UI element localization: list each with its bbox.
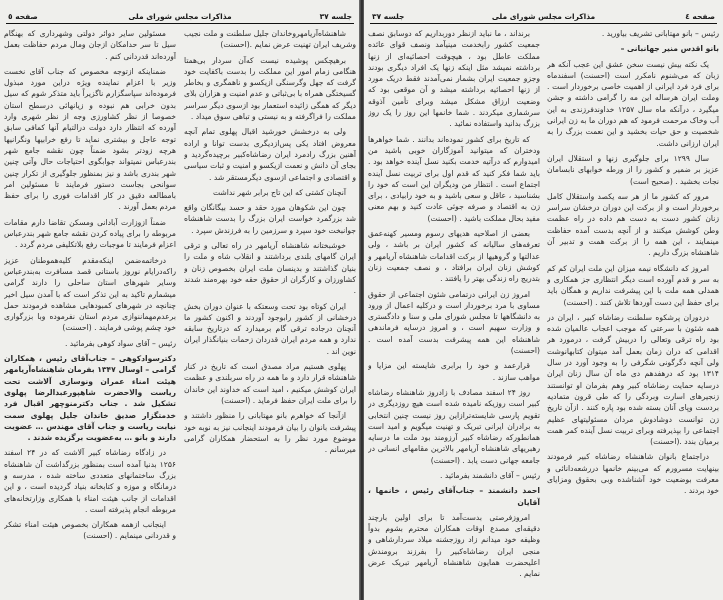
paragraph: ایران کوتاه بود تحت وسعتکه با عنوان دوران بخش درخشانی از کشور رابوجود آوردند و اکنون کشور ما آنچنان درجاده ترقی گام برمیدارد که درتاریخ سابقه ندارد و همه مردم ایران قدردان زحمات بنیانگذار ایران نوین اند .	[184, 301, 356, 356]
paragraph: چون این شکوهان مورد حقد و حسد بیگانگان واقع شد بزرگمرد خواست ایران بزرگ را بدست شاهنشاه جوانبخت خود سپرد و سرزمین را به فرزندش سپرد .	[184, 203, 356, 235]
paragraph: دردوران پرشکوه سلطنت رضاشاه کبیر ، ایران در همه شئون با سرعتی که موجب اعجاب عالمیان شده بود راه ترقی وتعالی را دربیش گرفت ، درمورد هر اقدامی که دران زمان بعمل آمد میتوان کتابهانوشت ولی آنچه دگرگونی شگرفی را به وجود آورد در سال ۱۳۱۴ بود که درهفدهم دی ماه آن سال زنان ایران درسایه حمایت رضاشاه کبیر وهم بفرمان او توانستند زنجیرهای اسارت وبردگی را که طی قرون متمادیه بردست وپای آنان بسته شده بود پاره کنند . ازآن تاریخ زن توانست دوشادوش مردان مسئولیتهای عظیم اجتماعی را بپذیرفته وبرای تربیت نسل آینده کمر همت برمیان بندد .(احسنت)	[547, 312, 719, 447]
paragraph: در زادگاه رضاشاه کبیر آلاشت که در ۲۴ اسفند ۱۲۵۶ بدنیا آمده است بمنظور بزرگداشت آن شاهنشاه بزرگ ساختمانهای متعددی ساخته شده ، مدرسه و درمانگاه و موزه و کتابخانه بنیاد گردیده است ، و این اقدامات از جانب هیئت امناء با همکاری وزارتخانه‌های مربوطه انجام پذیرفته است .	[4, 448, 176, 514]
paragraph: امروز زن ایرانی درتمامی شئون اجتماعی از حقوق مساوی با مرد برخوردار است و درکلیه اعمال از ورود به دانشگاهها تا مجلس شورای ملی و سنا و دادگستری و وزارت سهیم است ، و امروز درسایه فرماندهی شاهنشاه این همه پیشرفت بدست آمده است . (احسنت)	[368, 289, 540, 356]
running-title: مذاکرات مجلس شورای ملی	[491, 12, 596, 21]
paragraph: پهلوی هستیم مراد مصدق است که تاریخ در کنار شاهنشاه قرار دارد و ما همه در راه سربلندی و عظمت ایران کوشش میکنیم ، امید است که خداوند این خاندان را برای ملت ایران حفظ فرماید . (احسنت)	[184, 362, 356, 405]
speaker-line: رئیس – آقای دانشمند بفرمائید .	[440, 470, 540, 480]
paragraph: امروزفرصتی بدست‌آمد تا برای اولین بارچند دقیقه‌ای مصدع اوقات همکاران محترم بشوم بدواً وظیفه خود میدانم زاد روزجشنه میلاد سردارشاهی و منجی ایران رضاشاه‌کبیر را بفرزند برومندش اعلیحضرت همایون شاهنشاه آریامهر تبریک عرض نمایم .	[368, 512, 540, 579]
paragraph: برهیچکس پوشیده نیست که‌آن سردار بی‌همتا هنگامی زمام امور این مملکت را بدست باکفایت خود گرفت که جهل وگرسنگی ازیکسو و ناهمگری و بخاطر گسیختگی همراه با بی‌ثباتی و عدم امنیت و هزاران بلای دیگر که همگی زائیده استعمار بود ازسوی دیگر سراسر مملکت را فراگرفته و به نیستی و تباهی سوق میداد .	[184, 55, 356, 122]
paragraph: بعضی از اصلاحیه هدیهای رسوم ومسیر کهنه‌عمق تعرفه‌های سالیانه که کشور ایران بر باشد ، ولی عدالتها و گروهیها از برکت اقدامات شاهنشاه آریامهر و کوشش زنان ایران برافتاد ، و نصف جمعیت زنان بتدریج راه زندگی بهتر را یافتند .	[368, 229, 540, 284]
paragraph: ضمناً ازوزارت آبادانی ومسکن تقاضا دارم مقامات مربوطه را برای پیاده کردن نقشه جامع شهر بندرعباس اعزام فرمایند تا موجبات رفع بلاتکلیفی مردم گردد .	[4, 217, 176, 250]
paragraph: یک نکته بیش نیست سخن عشق این عجب آنکه هر زبان که می‌شنوم نامکرر است (احسنت) اسفندماه برای فرد فرد ایرانی از اهمیت خاصی برخوردار است . وملت ایران هرساله این مه را گرامی داشته و جشن میگیرد ، درآنکه ماه سال ۱۲۵۷ خداوندفرزندی به این آب وخاک مرحمت فرمود که هم دوران ما به زن ایرانی شخصیت و حق حیات بخشید و این نعمت بزرگ را به ایران ارزانی داشت.	[547, 59, 719, 148]
paragraph: خوشبختانه شاهنشاه آریامهر در راه تعالی و ترقی ایران گامهای بلندی برداشتند و انقلاب شاه و ملت را بنیان گذاشتند و بدینسان ملت ایران بخصوص زنان و کشاورزان و کارگران از حقوق حقه خود بهره‌مند شدند .	[184, 241, 356, 296]
session-number: جلسه ۳۷	[372, 12, 405, 21]
paragraph: که تاریخ برای کشور نموده‌اند بدانند . شما خواهرها ودختران که میتوانید آموزگاران خوبی باشید من امیدوارم که درآتیه خدمت بکنید نسل آینده خواهد بود . باید شما فکر کنید که قدم اول برای تربیت نسل آینده اجتماع است . انتظار من ودیگران این است که خود را بشناسید ، عاقل و سعی باشید و به خود رابیادی ، برای زن به اقتصاد و صرفه جوئی عادت کنید و بهم معنی مفید بحال مملکت باشید . (احسنت)	[368, 134, 540, 223]
paragraph: ازآنجا که خواهرم بانو مهتابانی را منظور داشتند و پیشرفت بانوان را بیان فرمودند اینجانب نیز به نوبه خود موضوع مورد نظر را به استحضار همکاران گرامی میرسانم .	[184, 411, 356, 455]
paragraph: شاهنشاه‌آریامهروخاندان جلیل سلطنت و ملت نجیب وشریف ایران تهنیت عرض نمایم .(احسنت)	[184, 29, 356, 50]
paragraph: درخاتمه‌ضمن اینکه‌مقدم کلیه‌هموطنان عزیز راکه‌درایام نوروز باستانی قصد مسافرت به‌بندرعباس وسایر شهرهای استان ساحلی را دارند گرامی میشمارم تاکید به این تذکر است که با آمدن سیل اخیر چنانچه در شهرهای کمبودهایی مشاهده فرمودند حمل برعدم‌مهماننوازی مردم استان نفرموده وبا بزرگواری خود چشم پوشی فرمایند . (احسنت)	[4, 255, 176, 333]
paragraph: ولی به درخشش خورشید اقبال پهلوی تمام آنچه معروض افتاد یکی پس‌ازدیگری بدست توانا و اراده آهنین بزرگ رادمرد ایران رضاشاه‌کبیر برچیده‌گردید و بجای آن دانش و نعمت ازیکسو و امنیت و ثبات سیاسی و اقتصادی و اجتماعی ازسوی دیگرمستقر شد .	[184, 127, 356, 182]
speaker-line: رئیس – بانو مهتابانی تشریف بیاورید .	[601, 29, 719, 38]
paragraph: برنداند ، ما نباید ازنظر دوربداریم که دوسابق نصف جمعیت کشور رابخدمت مینیآمد ونصف قوای عائده مملکت عاطل بود ، هیچوقت احصائیه‌ای از زنها برداشته نمیشد مثل اینکه زنها یک افراد دیگری بودند وجزو جمعیت ایران بشمار نمی‌آمدند فقط دریک مورد از زنها احصائیه برداشته میشد و آن موقعی بود که وضعیت ارزاق مشکل میشد وبرای تأمین آذوقه سرشماری میکردند . شما خانمها این روز را یک روز بزرگ بدانید واستفاده نمائید .	[368, 29, 540, 129]
paragraph: اینجانب ازهمه همکاران بخصوص هیئت امناء تشکر و قدردانی مینمایم . (احسنت)	[4, 520, 176, 541]
right-page-header	[370, 12, 717, 24]
page-number: صفحه ٥	[8, 12, 38, 21]
paragraph: ضمناینکه ازتوجه مخصوص که جناب آقای نخست وزیر با اعزام نماینده ویژه دراین مورد مبذول فرموده‌اند سپاسگزارم ناگزیراً باید متذکر شوم که سیل بدون خرابی هم نبوده و زیانهائی درسطح استان خصوصا از نظر کشاورزی وجه از نظر شهری وارد آورده که انتظار دارد دولت درالتیام آنها کمافی سابق توجه عاجل و بیشتری نماید تا رفع خرابیها ونگرانیها هرچه زودتر بشود ضمناً چون نقشه جامع شهر بندرعباس نمیتواند جوابگوی احتیاجات حال وآتی چنین شهر بندری باشد و نیز بمنظور جلوگیری از تکرار چنین سوانحی بجاست دستور فرمایند تا مسئولین امر بامطالعه دقیق در کار اقدامات فوری را برای حفظ مردم بعمل آورند .	[4, 66, 176, 212]
page-number: صفحه ٤	[685, 12, 715, 21]
right-page	[364, 0, 723, 600]
paragraph: مرور که کشور ما از هر سه یکصد واستقلال کامل برخوردار است و از برکت این دوران درخشان سراسر زنان کشور دست به دست هم داده در راه عظمت وطن کوشش میکنند و از آنچه بدست آمده حفاظت مینمایند ، این همه را از برکت همت و تدبیر آن شاهنشاه بزرگ داریم .	[547, 191, 719, 258]
paragraph: سال ۱۲۹۹ برای جلوگیری زنها و استقلال ایران عزیز بر ضمیر و کشور را از ورطه خوابهای نابسامان نجات بخشید . (صحیح است)	[547, 153, 719, 186]
speaker-name: دکترسوادکوهی – جناب‌آقای رئیس ، همکاران گرامی – اوسال ۱۳۴۷ بفرمان شاهنشاه‌آریامهر هیئت امناء عمران ونوسازی آلاشت تحت ریاست والاحضرت شاهپورعبدالرضا پهلوی تشکیل شد . جناب دکترمنوچهر اقبال فرد خدمتگزار صدیق خاندان جلیل پهلوی سمت نیابت ریاست و جناب آقای مهندس … عضویت دارند و بانو … به‌عضویت برگزیده شدند .	[4, 354, 176, 443]
paragraph: مسئولین سایر دوائر دولتی وشهرداری که بهنگام سیل تا سر حدامکان ازجان ومال مردم حفاظت بعمل آورده‌اند قدردانی کنم .	[4, 29, 176, 61]
text-column	[547, 28, 719, 596]
left-page	[0, 0, 360, 600]
text-column	[184, 28, 356, 596]
session-number: جلسه ۳۷	[319, 12, 352, 21]
paragraph: قرارعمد و خود را برابری شایسته این مزایا و مواهب سازند .	[368, 361, 540, 382]
speaker-name: بانو اقدس منیر جهانبانی –	[620, 44, 719, 54]
running-title: مذاکرات مجلس شورای ملی	[128, 12, 232, 21]
left-page-header	[6, 12, 354, 24]
speaker-line: رئیس – آقای سواد کوهی بفرمائید .	[64, 338, 176, 348]
paragraph: روز ۲۴ اسفند مصادف با زادروز شاهنشاه رضاشاه کبیر است روزیکه نامیده شده است هیچ روزدیگری در تقویم پارسی شایسته‌ترازاین روز نیست چنین انتخابی به برادران ایرانی تبریک و تهنیت میگویم و امید است همانطورکه رضاشاه کبیر آرزومند بود ملت ما درسایه رهبریهای شاهنشاه آریامهر بالاترین مقامهای انسانی در جامعه جهانی دست یابد . (احسنت)	[368, 387, 540, 465]
paragraph: امروز که دانشگاه نیمه میزان این ملت ایران کم کم به سر و قدم آورده است دیگر انتظاری جز همکاری و همدلی همه ملت با این پیشرفت نداریم و همگان باید برای حفظ این دست آوردها تلاش کنند . (احسنت)	[547, 263, 719, 307]
paragraph: دراجتماع بانوان شاهنشاه رضاشاه کبیر فرمودند بینهایت مسرورم که می‌بینم خانمها دررشعه‌دانائی و معرفت بوضعیت خود آشناشده وبی بحقوق ومزایای خود بردند .	[547, 452, 719, 496]
text-column	[368, 28, 540, 596]
speaker-name: احمد دانشمند – جناب‌آقای رئیس ، خانمها ، آقایان	[368, 486, 540, 507]
paragraph: آنچنان کشتی که این تاج برابر شهر نداشت	[212, 187, 346, 197]
text-column	[4, 28, 176, 596]
